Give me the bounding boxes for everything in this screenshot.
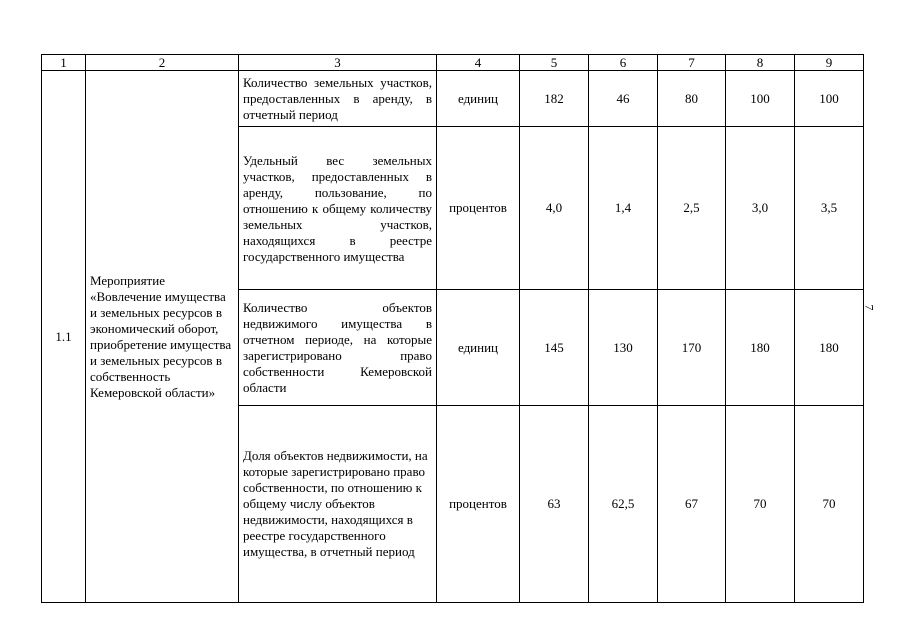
indicator-name: Количество земельных участков, предоставленных в аренду, в отчетный период bbox=[239, 71, 437, 127]
header-cell: 6 bbox=[589, 55, 658, 71]
value-cell: 1,4 bbox=[589, 127, 658, 290]
indicator-unit: единиц bbox=[437, 290, 520, 406]
value-cell: 145 bbox=[520, 290, 589, 406]
value-cell: 80 bbox=[658, 71, 726, 127]
value-cell: 2,5 bbox=[658, 127, 726, 290]
value-cell: 46 bbox=[589, 71, 658, 127]
indicator-name: Доля объектов недвижимости, на которые зарегистрировано право собственности, по отношению к общему числу объектов недвижимости, находящихся в реестре государственного имущества, в отчетный период bbox=[239, 406, 437, 603]
value-cell: 100 bbox=[726, 71, 795, 127]
value-cell: 3,5 bbox=[795, 127, 864, 290]
value-cell: 3,0 bbox=[726, 127, 795, 290]
indicator-name: Удельный вес земельных участков, предоставленных в аренду, пользование, по отношению к общему количеству земельных участков, находящихся в реестре государственного имущества bbox=[239, 127, 437, 290]
header-cell: 9 bbox=[795, 55, 864, 71]
header-cell: 8 bbox=[726, 55, 795, 71]
header-cell: 1 bbox=[42, 55, 86, 71]
value-cell: 180 bbox=[726, 290, 795, 406]
value-cell: 70 bbox=[795, 406, 864, 603]
value-cell: 4,0 bbox=[520, 127, 589, 290]
indicator-unit: процентов bbox=[437, 127, 520, 290]
value-cell: 170 bbox=[658, 290, 726, 406]
value-cell: 100 bbox=[795, 71, 864, 127]
value-cell: 63 bbox=[520, 406, 589, 603]
table-row bbox=[42, 71, 864, 127]
header-cell: 4 bbox=[437, 55, 520, 71]
value-cell: 130 bbox=[589, 290, 658, 406]
value-cell: 70 bbox=[726, 406, 795, 603]
value-cell: 62,5 bbox=[589, 406, 658, 603]
value-cell: 180 bbox=[795, 290, 864, 406]
indicators-table bbox=[41, 54, 864, 603]
header-cell: 7 bbox=[658, 55, 726, 71]
indicator-unit: единиц bbox=[437, 71, 520, 127]
indicator-name: Количество объектов недвижимого имущества в отчетном периоде, на которые зарегистрировано право собственности Кемеровской области bbox=[239, 290, 437, 406]
header-row bbox=[42, 55, 864, 71]
measure-name: Мероприятие «Вовлечение имущества и земельных ресурсов в экономический оборот, приобретение имущества и земельных ресурсов в собственность Кемеровской области» bbox=[86, 71, 239, 603]
value-cell: 182 bbox=[520, 71, 589, 127]
value-cell: 67 bbox=[658, 406, 726, 603]
header-cell: 5 bbox=[520, 55, 589, 71]
page-number: 7 bbox=[862, 304, 877, 311]
header-cell: 3 bbox=[239, 55, 437, 71]
header-cell: 2 bbox=[86, 55, 239, 71]
row-number: 1.1 bbox=[42, 71, 86, 603]
indicator-unit: процентов bbox=[437, 406, 520, 603]
